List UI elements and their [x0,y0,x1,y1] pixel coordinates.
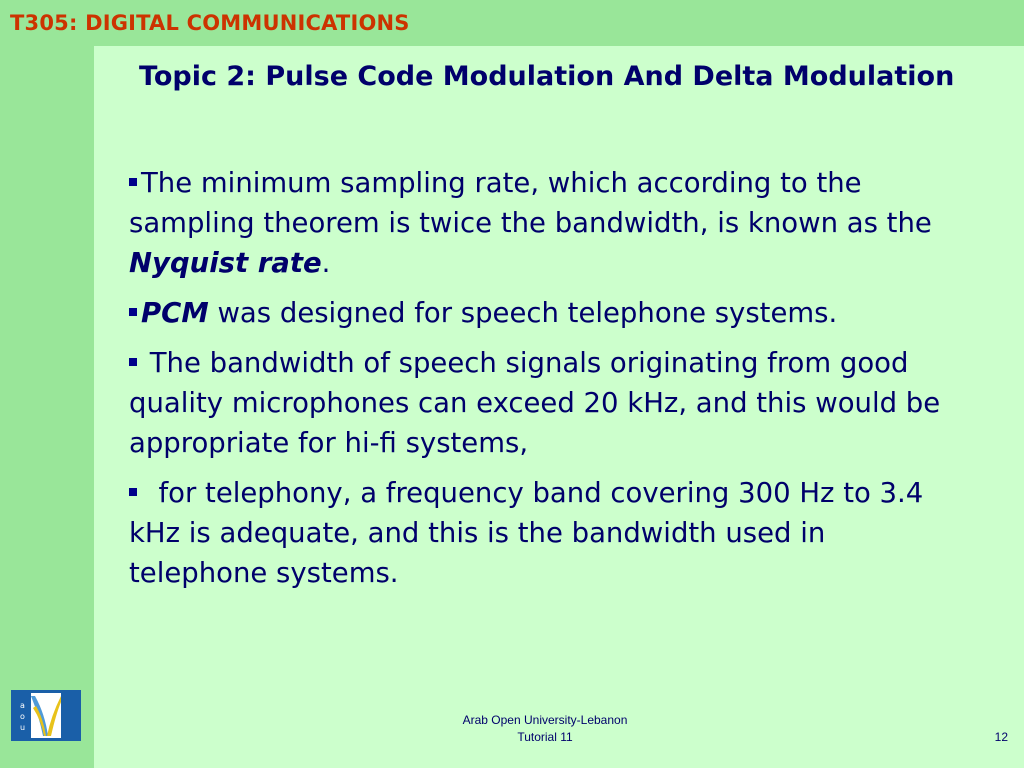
bullet-emphasis: PCM [141,297,209,329]
svg-text:o: o [20,712,25,721]
bullet-text-end: was designed for speech telephone systems. [208,297,838,329]
bullet-item [129,473,969,593]
svg-text:u: u [19,723,26,732]
header-bar [0,0,1024,46]
aou-logo-icon [11,690,81,741]
slide-body [129,163,969,603]
bullet-text-end: . [321,247,331,279]
bullet-item [129,293,969,333]
bullet-icon [129,488,137,496]
footer-institution: Arab Open University-Lebanon [462,713,628,727]
bullet-emphasis: Nyquist rate [129,247,322,279]
page-number: 12 [994,730,1008,744]
bullet-text: for telephony, a frequency band covering 300 Hz to 3.4 kHz is adequate, and this is the bandwidth used in telephone systems. [129,477,933,589]
footer-tutorial: Tutorial 11 [517,730,573,744]
bullet-icon [129,308,137,316]
bullet-icon [129,358,137,366]
bullet-text: The minimum sampling rate, which according to the sampling theorem is twice the bandwidth, is known as the [129,167,932,239]
bullet-item [129,163,969,283]
slide-title: Topic 2: Pulse Code Modulation And Delta Modulation [139,61,955,92]
left-sidebar-band [0,46,94,768]
bullet-item [129,343,969,463]
course-title: T305: DIGITAL COMMUNICATIONS [10,11,410,35]
bullet-text: The bandwidth of speech signals originating from good quality microphones can exceed 20 kHz, and this would be appropriate for hi-fi systems, [129,347,949,459]
footer [430,712,660,746]
svg-text:a: a [20,701,25,710]
bullet-icon [129,178,137,186]
